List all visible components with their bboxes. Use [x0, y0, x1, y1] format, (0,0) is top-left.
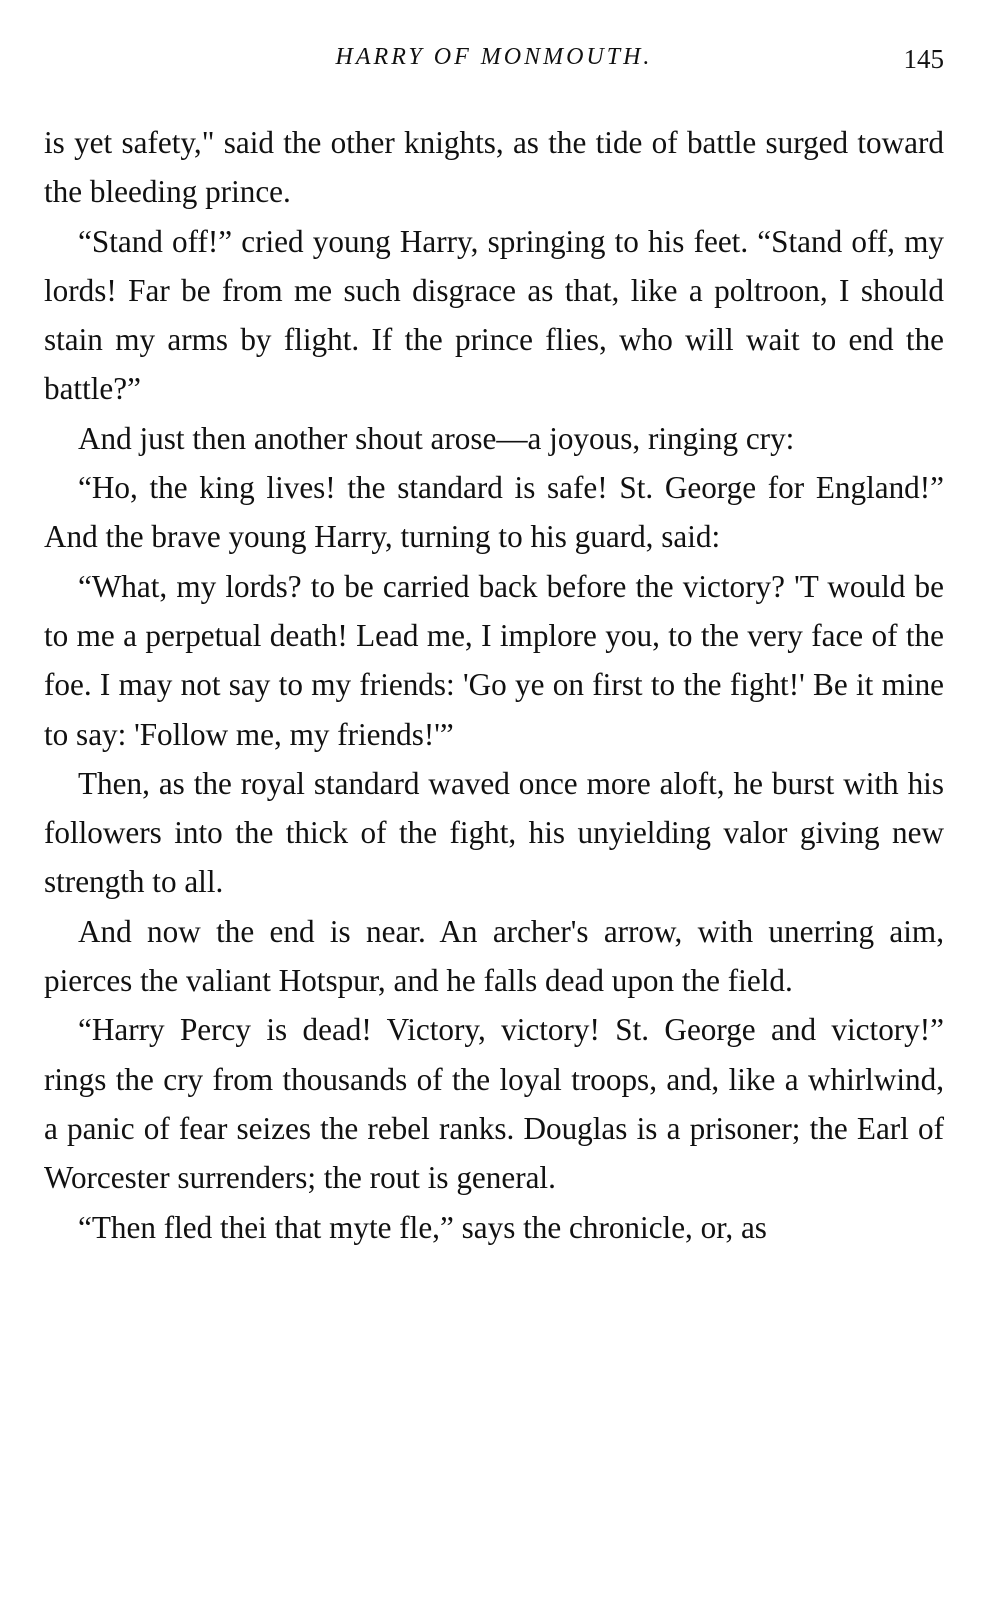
- page-header: [44, 38, 944, 98]
- paragraph: “Harry Percy is dead! Victory, victory! St. George and victory!” rings the cry from thousands of the loyal troops, and, like a whirlwind, a panic of fear seizes the rebel ranks. Douglas is a prisoner; the Earl of Worcester surrenders; the rout is general.: [44, 1012, 944, 1196]
- running-head: HARRY OF MONMOUTH.: [335, 44, 653, 70]
- paragraph: “What, my lords? to be carried back before the victory? 'T would be to me a perpetual death! Lead me, I implore you, to the very face of the foe. I may not say to my friends: 'Go ye on first to the fight!' Be it mine to say: 'Follow me, my friends!'”: [44, 568, 944, 752]
- paragraph: “Then fled thei that myte fle,” says the chronicle, or, as: [78, 1209, 767, 1245]
- paragraph: “Ho, the king lives! the standard is safe! St. George for England!” And the brave young Harry, turning to his guard, said:: [44, 470, 944, 555]
- paragraph: “Stand off!” cried young Harry, springing to his feet. “Stand off, my lords! Far be from me such disgrace as that, like a poltroon, I should stain my arms by flight. If the prince flies, who will wait to end the battle?”: [44, 223, 944, 407]
- page-number: 145: [903, 44, 944, 74]
- paragraph: is yet safety," said the other knights, as the tide of battle surged toward the bleeding prince.: [44, 125, 944, 210]
- paragraph: And now the end is near. An archer's arrow, with unerring aim, pierces the valiant Hotspur, and he falls dead upon the field.: [44, 913, 944, 999]
- paragraph: Then, as the royal standard waved once more aloft, he burst with his followers into the thick of the fight, his unyielding valor giving new strength to all.: [44, 765, 944, 900]
- page-body: [44, 118, 944, 1252]
- paragraph: And just then another shout arose—a joyous, ringing cry:: [78, 420, 795, 456]
- book-page: [44, 38, 944, 1568]
